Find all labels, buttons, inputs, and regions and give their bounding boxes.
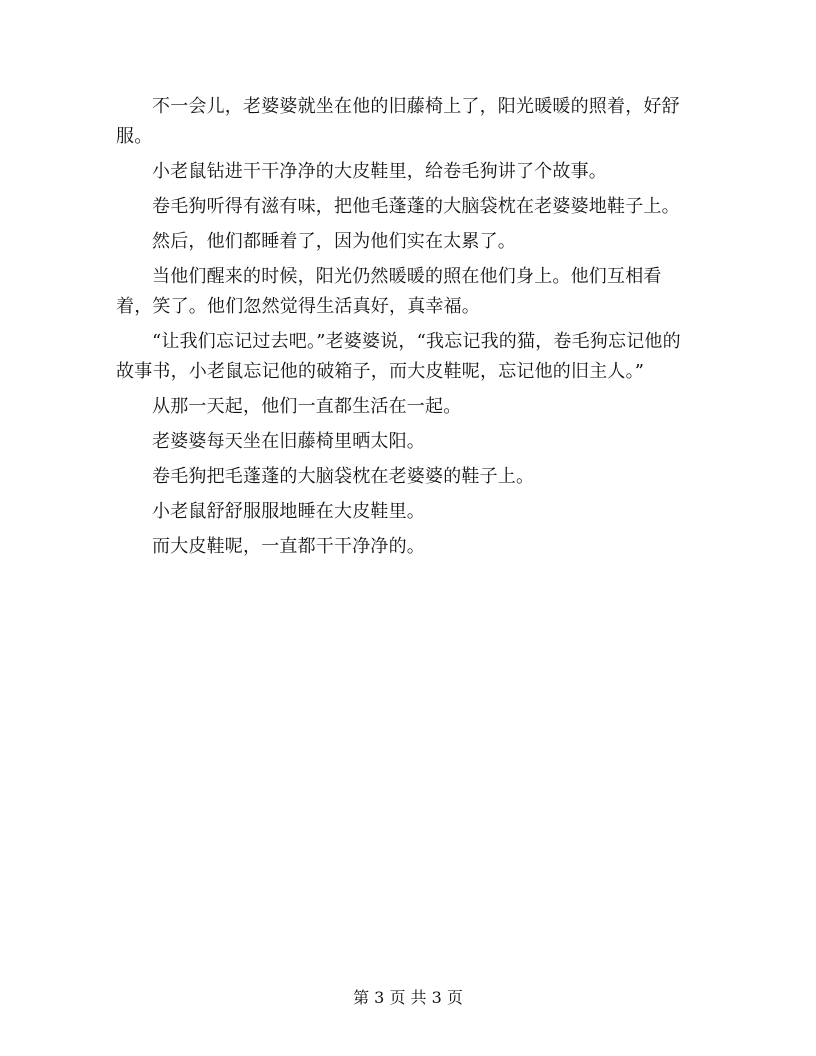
paragraph: 卷毛狗把毛蓬蓬的大脑袋枕在老婆婆的鞋子上。 — [152, 466, 535, 487]
paragraph: 当他们醒来的时候，阳光仍然暖暖的照在他们身上。他们互相看着，笑了。他们忽然觉得生活真好，真幸福。 — [116, 266, 662, 317]
paragraph: 小老鼠钻进干干净净的大皮鞋里，给卷毛狗讲了个故事。 — [152, 161, 607, 182]
paragraph: 小老鼠舒舒服服地睡在大皮鞋里。 — [152, 501, 425, 522]
page-number-footer: 第 3 页 共 3 页 — [353, 988, 463, 1007]
paragraph: 卷毛狗听得有滋有味，把他毛蓬蓬的大脑袋枕在老婆婆地鞋子上。 — [152, 196, 680, 217]
paragraph: 而大皮鞋呢，一直都干干净净的。 — [152, 536, 425, 557]
paragraph: 老婆婆每天坐在旧藤椅里晒太阳。 — [152, 431, 425, 452]
paragraph: 从那一天起，他们一直都生活在一起。 — [152, 396, 462, 417]
paragraph: 然后，他们都睡着了，因为他们实在太累了。 — [152, 231, 516, 252]
paragraph: 不一会儿，老婆婆就坐在他的旧藤椅上了，阳光暖暖的照着，好舒服。 — [116, 96, 680, 147]
document-body — [116, 92, 692, 567]
paragraph: “让我们忘记过去吧。”老婆婆说，“我忘记我的猫，卷毛狗忘记他的故事书，小老鼠忘记他的破箱子，而大皮鞋呢，忘记他的旧主人。” — [116, 331, 681, 382]
